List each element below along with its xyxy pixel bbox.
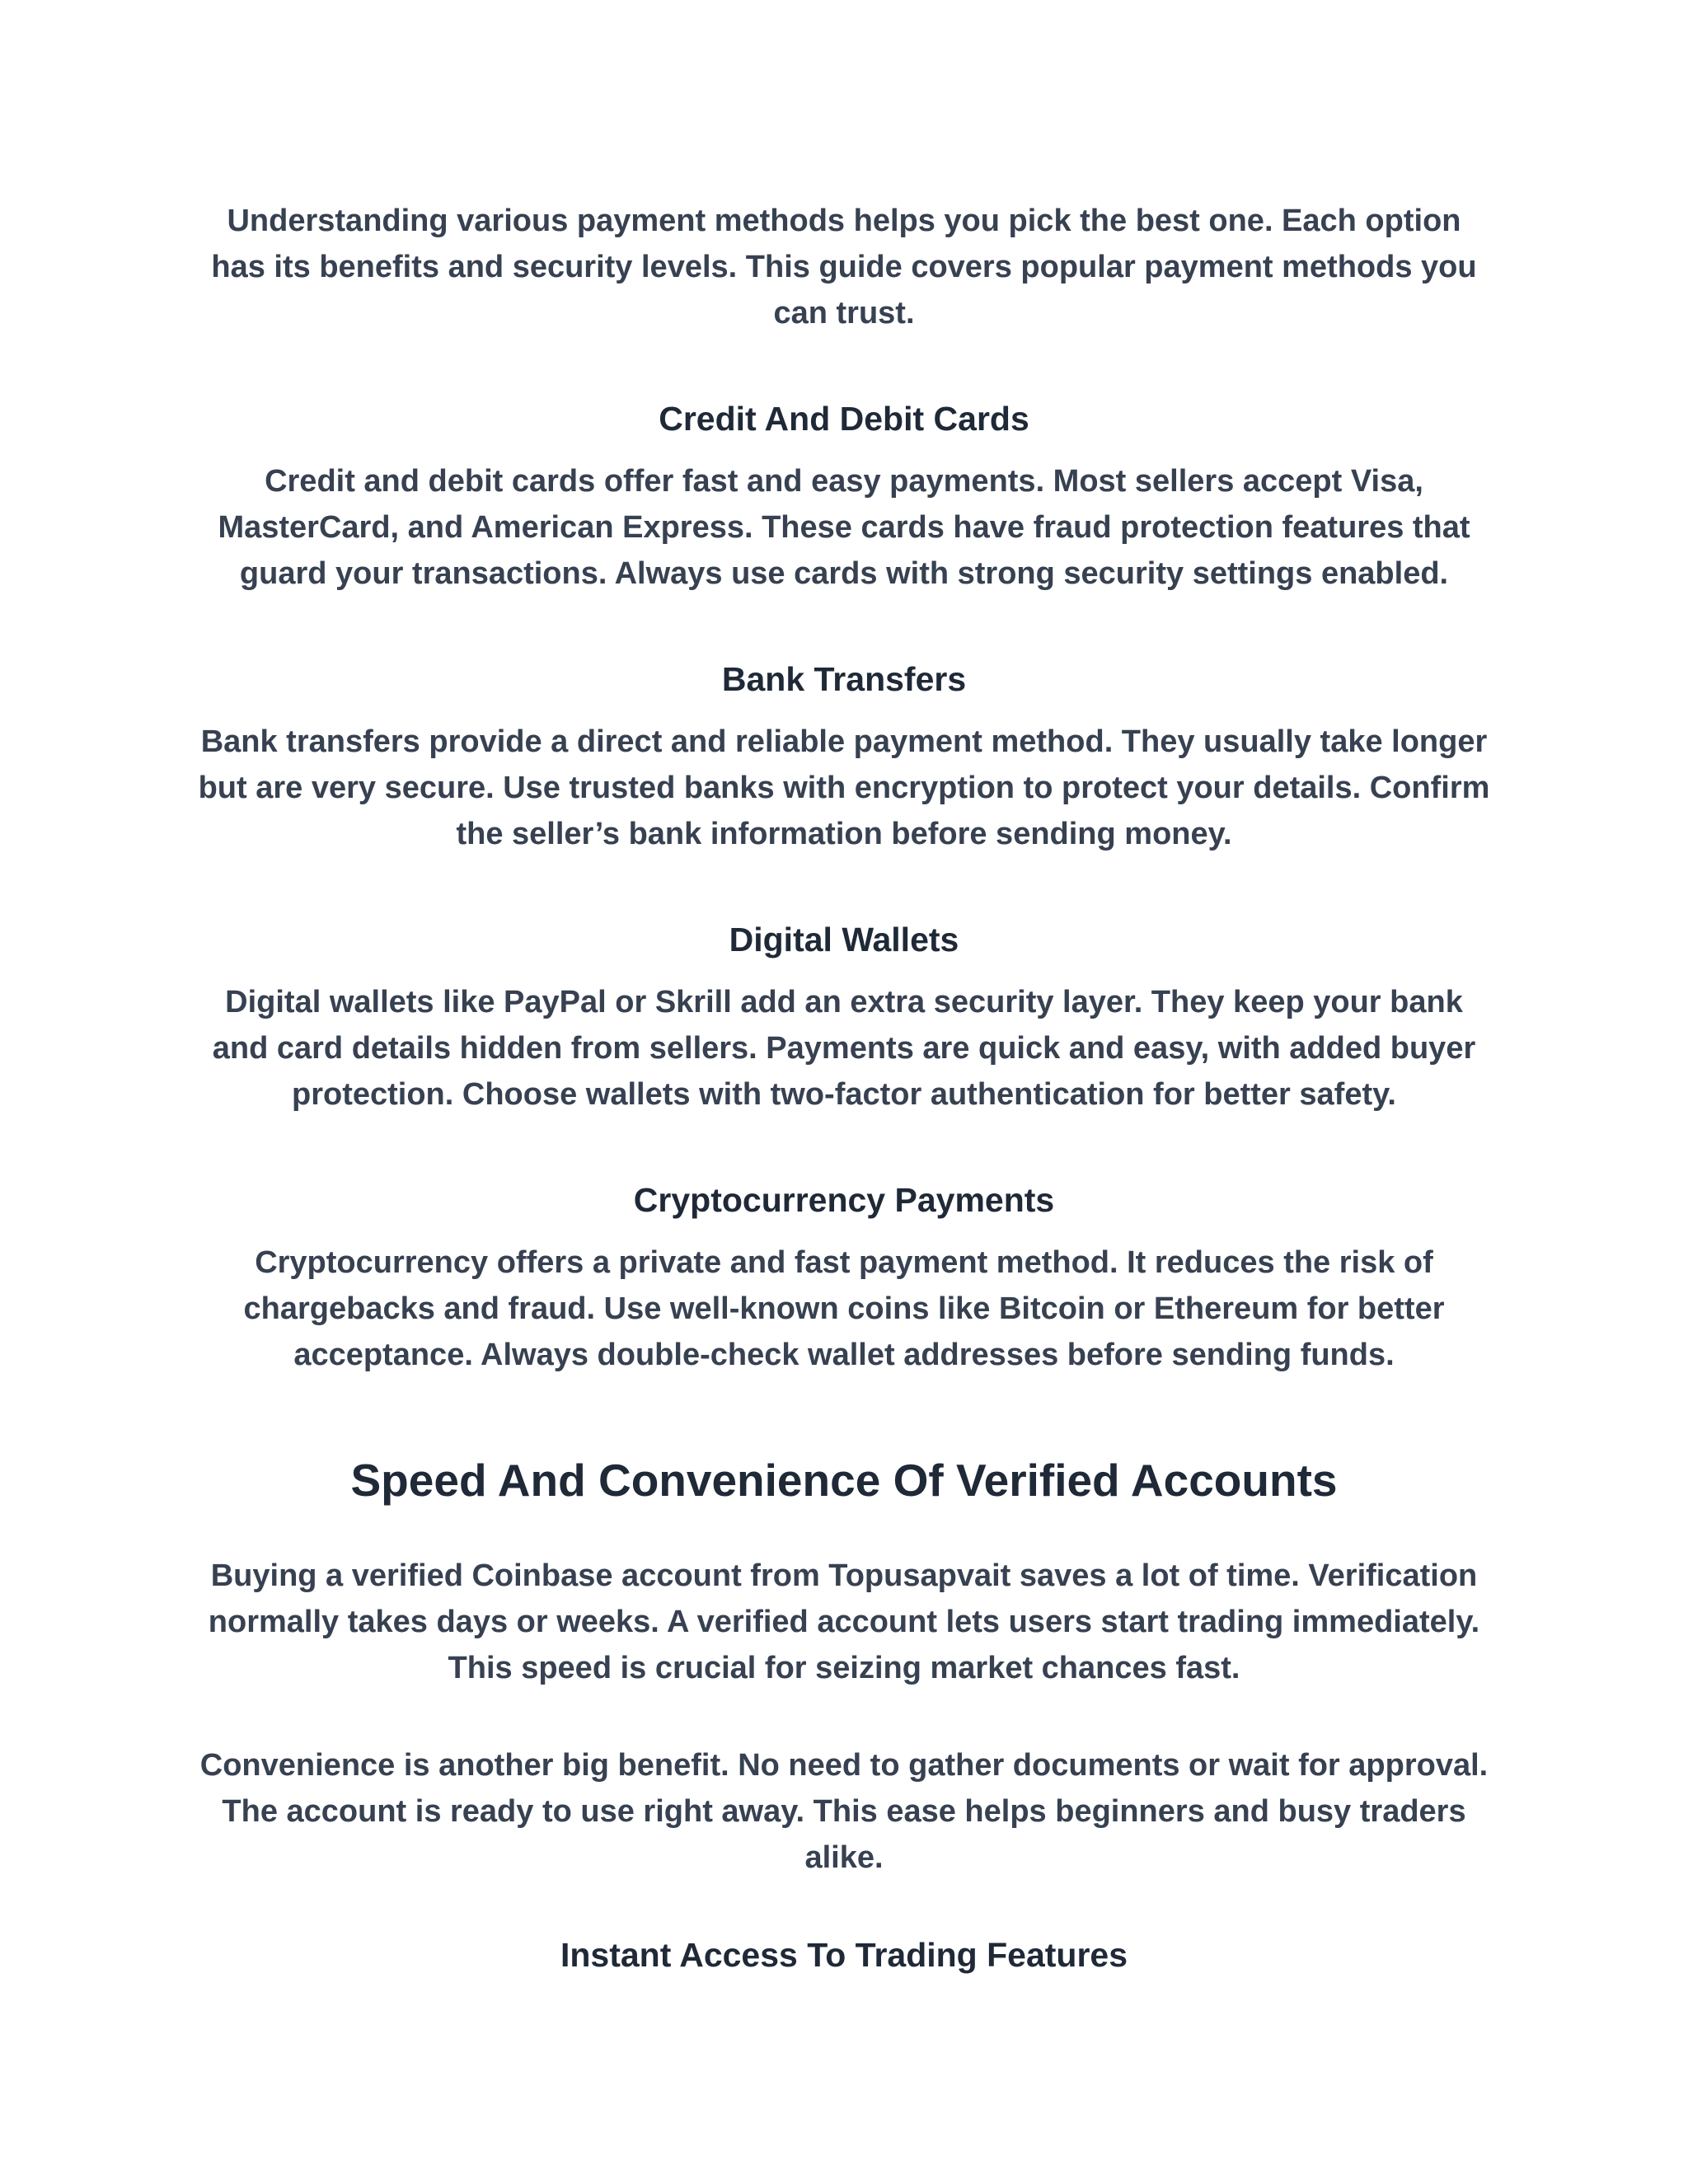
section-heading-credit-debit-cards: Credit And Debit Cards (659, 400, 1029, 438)
section-heading-bank-transfers: Bank Transfers (721, 660, 967, 698)
verified-accounts-heading: Speed And Convenience Of Verified Accounts (350, 1455, 1338, 1506)
document-page (198, 0, 1490, 1994)
section-heading-digital-wallets: Digital Wallets (729, 921, 959, 958)
section-text-credit-debit-cards: Credit and debit cards offer fast and easy payments. Most sellers accept Visa, MasterCard, and American Express. These cards have fraud protection features that guard your transactions. Always use cards with strong security settings enabled. (218, 464, 1470, 591)
verified-paragraph-speed: Buying a verified Coinbase account from Topusapvait saves a lot of time. Verification normally takes days or weeks. A verified account lets users start trading immediately. This speed is crucial for seizing market chances fast. (208, 1558, 1480, 1685)
instant-access-heading: Instant Access To Trading Features (560, 1936, 1128, 1974)
section-text-bank-transfers: Bank transfers provide a direct and reliable payment method. They usually take longer but are very secure. Use trusted banks with encryption to protect your details. Confirm the seller’s bank information before sending money. (198, 724, 1490, 851)
intro-paragraph: Understanding various payment methods helps you pick the best one. Each option has its benefits and security levels. This guide covers popular payment methods you can trust. (211, 204, 1477, 330)
section-text-digital-wallets: Digital wallets like PayPal or Skrill add an extra security layer. They keep your bank and card details hidden from sellers. Payments are quick and easy, with added buyer protection. Choose wallets with two-factor authentication for better safety. (212, 985, 1476, 1112)
verified-paragraph-convenience: Convenience is another big benefit. No need to gather documents or wait for approval. The account is ready to use right away. This ease helps beginners and busy traders alike. (199, 1748, 1489, 1875)
section-text-cryptocurrency-payments: Cryptocurrency offers a private and fast payment method. It reduces the risk of chargebacks and fraud. Use well-known coins like Bitcoin or Ethereum for better acceptance. Always double-check wallet addresses before sending funds. (243, 1245, 1445, 1372)
section-heading-cryptocurrency-payments: Cryptocurrency Payments (633, 1181, 1055, 1219)
